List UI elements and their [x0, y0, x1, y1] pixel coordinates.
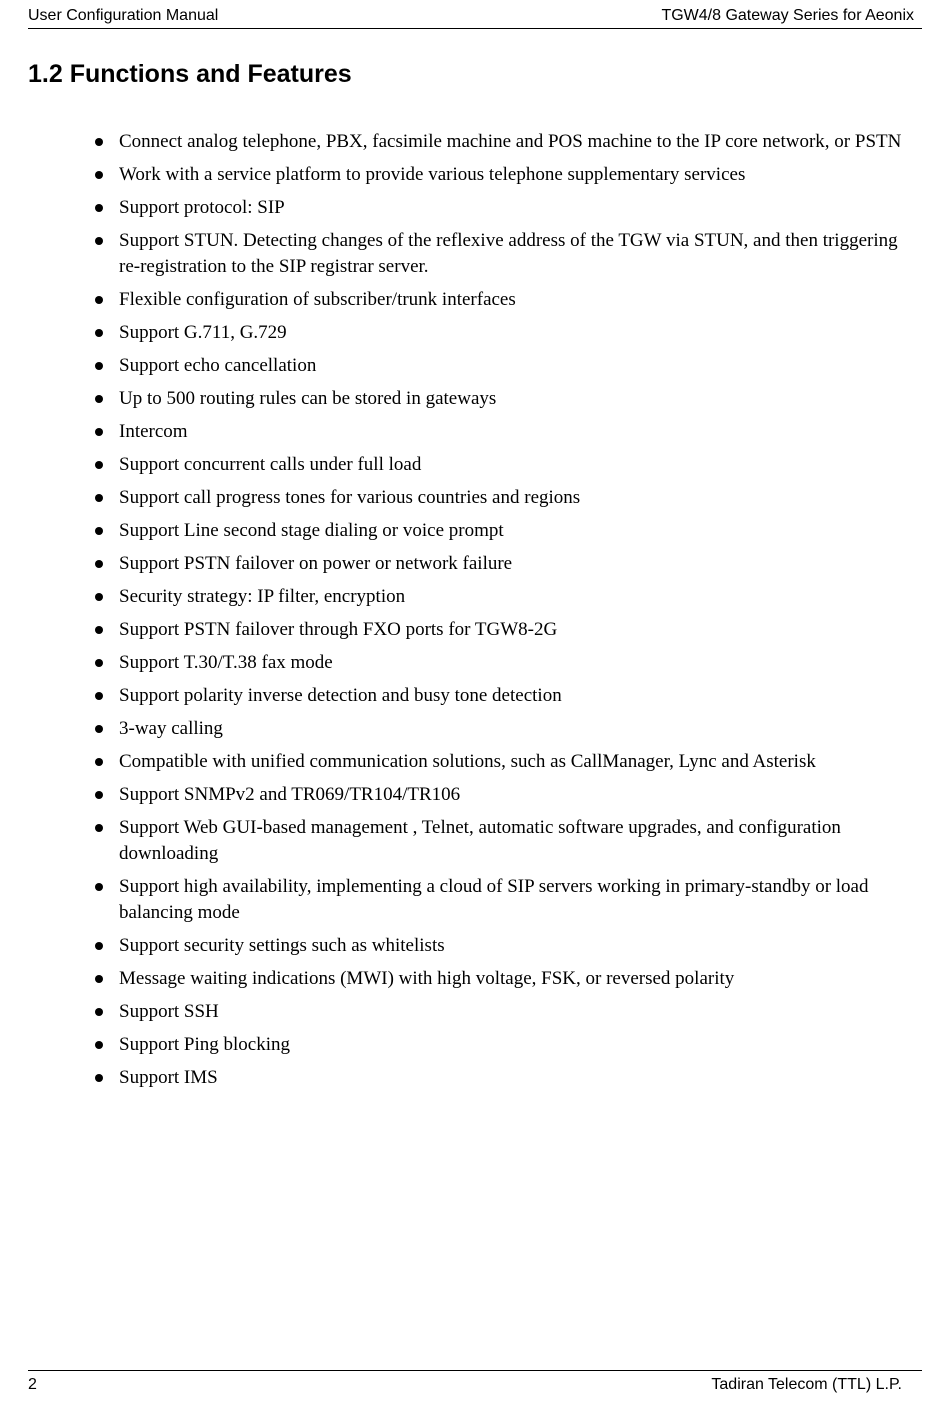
feature-text: Security strategy: IP filter, encryption	[119, 586, 406, 607]
bullet-icon	[95, 593, 103, 601]
bullet-icon	[95, 791, 103, 799]
feature-text: Intercom	[119, 421, 188, 442]
feature-text: Support PSTN failover through FXO ports for TGW8-2G	[119, 619, 558, 640]
bullet-icon	[95, 171, 103, 179]
feature-item	[93, 485, 923, 511]
bullet-icon	[95, 395, 103, 403]
bullet-icon	[95, 494, 103, 502]
bullet-icon	[95, 725, 103, 733]
bullet-icon	[95, 329, 103, 337]
feature-item	[93, 129, 923, 155]
bullet-icon	[95, 1041, 103, 1049]
bullet-icon	[95, 1074, 103, 1082]
feature-text: Up to 500 routing rules can be stored in gateways	[119, 388, 497, 409]
feature-text: Support SSH	[119, 1001, 219, 1022]
page-number: 2	[28, 1376, 37, 1393]
company-name: Tadiran Telecom (TTL) L.P.	[711, 1376, 902, 1393]
feature-text: Support Ping blocking	[119, 1034, 291, 1055]
feature-text: Support Line second stage dialing or voice prompt	[119, 520, 504, 541]
bullet-icon	[95, 560, 103, 568]
bullet-icon	[95, 461, 103, 469]
feature-text: Connect analog telephone, PBX, facsimile machine and POS machine to the IP core network, or PSTN	[119, 131, 902, 152]
feature-text: Support T.30/T.38 fax mode	[119, 652, 333, 673]
feature-item	[93, 874, 923, 926]
feature-item	[93, 650, 923, 676]
bullet-icon	[95, 138, 103, 146]
feature-item	[93, 999, 923, 1025]
feature-item	[93, 452, 923, 478]
bullet-icon	[95, 659, 103, 667]
bullet-icon	[95, 942, 103, 950]
feature-item	[93, 966, 923, 992]
feature-item	[93, 353, 923, 379]
feature-text: Support PSTN failover on power or network failure	[119, 553, 513, 574]
feature-text: Support protocol: SIP	[119, 197, 285, 218]
feature-item	[93, 617, 923, 643]
feature-text: Compatible with unified communication solutions, such as CallManager, Lync and Asterisk	[119, 751, 816, 772]
feature-text: Support G.711, G.729	[119, 322, 287, 343]
feature-item	[93, 518, 923, 544]
feature-item	[93, 228, 923, 280]
feature-text: Work with a service platform to provide various telephone supplementary services	[119, 164, 746, 185]
feature-item	[93, 162, 923, 188]
feature-item	[93, 320, 923, 346]
feature-text: Support high availability, implementing a cloud of SIP servers working in primary-standby or load balancing mode	[119, 876, 869, 923]
feature-text: Support SNMPv2 and TR069/TR104/TR106	[119, 784, 461, 805]
bullet-icon	[95, 1008, 103, 1016]
feature-item	[93, 716, 923, 742]
bullet-icon	[95, 362, 103, 370]
bullet-icon	[95, 428, 103, 436]
feature-item	[93, 386, 923, 412]
page-footer	[28, 1370, 922, 1401]
feature-text: Support concurrent calls under full load	[119, 454, 422, 475]
manual-title: User Configuration Manual	[28, 7, 219, 24]
feature-text: 3-way calling	[119, 718, 223, 739]
bullet-icon	[95, 758, 103, 766]
feature-text: Support echo cancellation	[119, 355, 317, 376]
bullet-icon	[95, 883, 103, 891]
feature-item	[93, 195, 923, 221]
bullet-icon	[95, 204, 103, 212]
bullet-icon	[95, 527, 103, 535]
feature-item	[93, 584, 923, 610]
bullet-icon	[95, 296, 103, 304]
bullet-icon	[95, 626, 103, 634]
product-series: TGW4/8 Gateway Series for Aeonix	[661, 7, 914, 24]
feature-item	[93, 933, 923, 959]
feature-text: Message waiting indications (MWI) with high voltage, FSK, or reversed polarity	[119, 968, 735, 989]
bullet-icon	[95, 692, 103, 700]
section-title: 1.2 Functions and Features	[28, 60, 352, 88]
feature-item	[93, 551, 923, 577]
feature-text: Support Web GUI-based management , Telnet, automatic software upgrades, and configuration downloading	[119, 817, 841, 864]
bullet-icon	[95, 237, 103, 245]
page-header	[28, 4, 922, 29]
feature-list	[93, 129, 923, 1098]
feature-item	[93, 1065, 923, 1091]
feature-item	[93, 1032, 923, 1058]
feature-item	[93, 287, 923, 313]
feature-text: Support call progress tones for various countries and regions	[119, 487, 581, 508]
feature-item	[93, 782, 923, 808]
bullet-icon	[95, 824, 103, 832]
feature-text: Support IMS	[119, 1067, 218, 1088]
feature-item	[93, 683, 923, 709]
feature-text: Support polarity inverse detection and busy tone detection	[119, 685, 562, 706]
feature-item	[93, 749, 923, 775]
feature-item	[93, 419, 923, 445]
feature-text: Flexible configuration of subscriber/trunk interfaces	[119, 289, 516, 310]
feature-text: Support security settings such as whitelists	[119, 935, 445, 956]
feature-item	[93, 815, 923, 867]
bullet-icon	[95, 975, 103, 983]
feature-text: Support STUN. Detecting changes of the reflexive address of the TGW via STUN, and then triggering re-registration to the SIP registrar server.	[119, 230, 898, 277]
